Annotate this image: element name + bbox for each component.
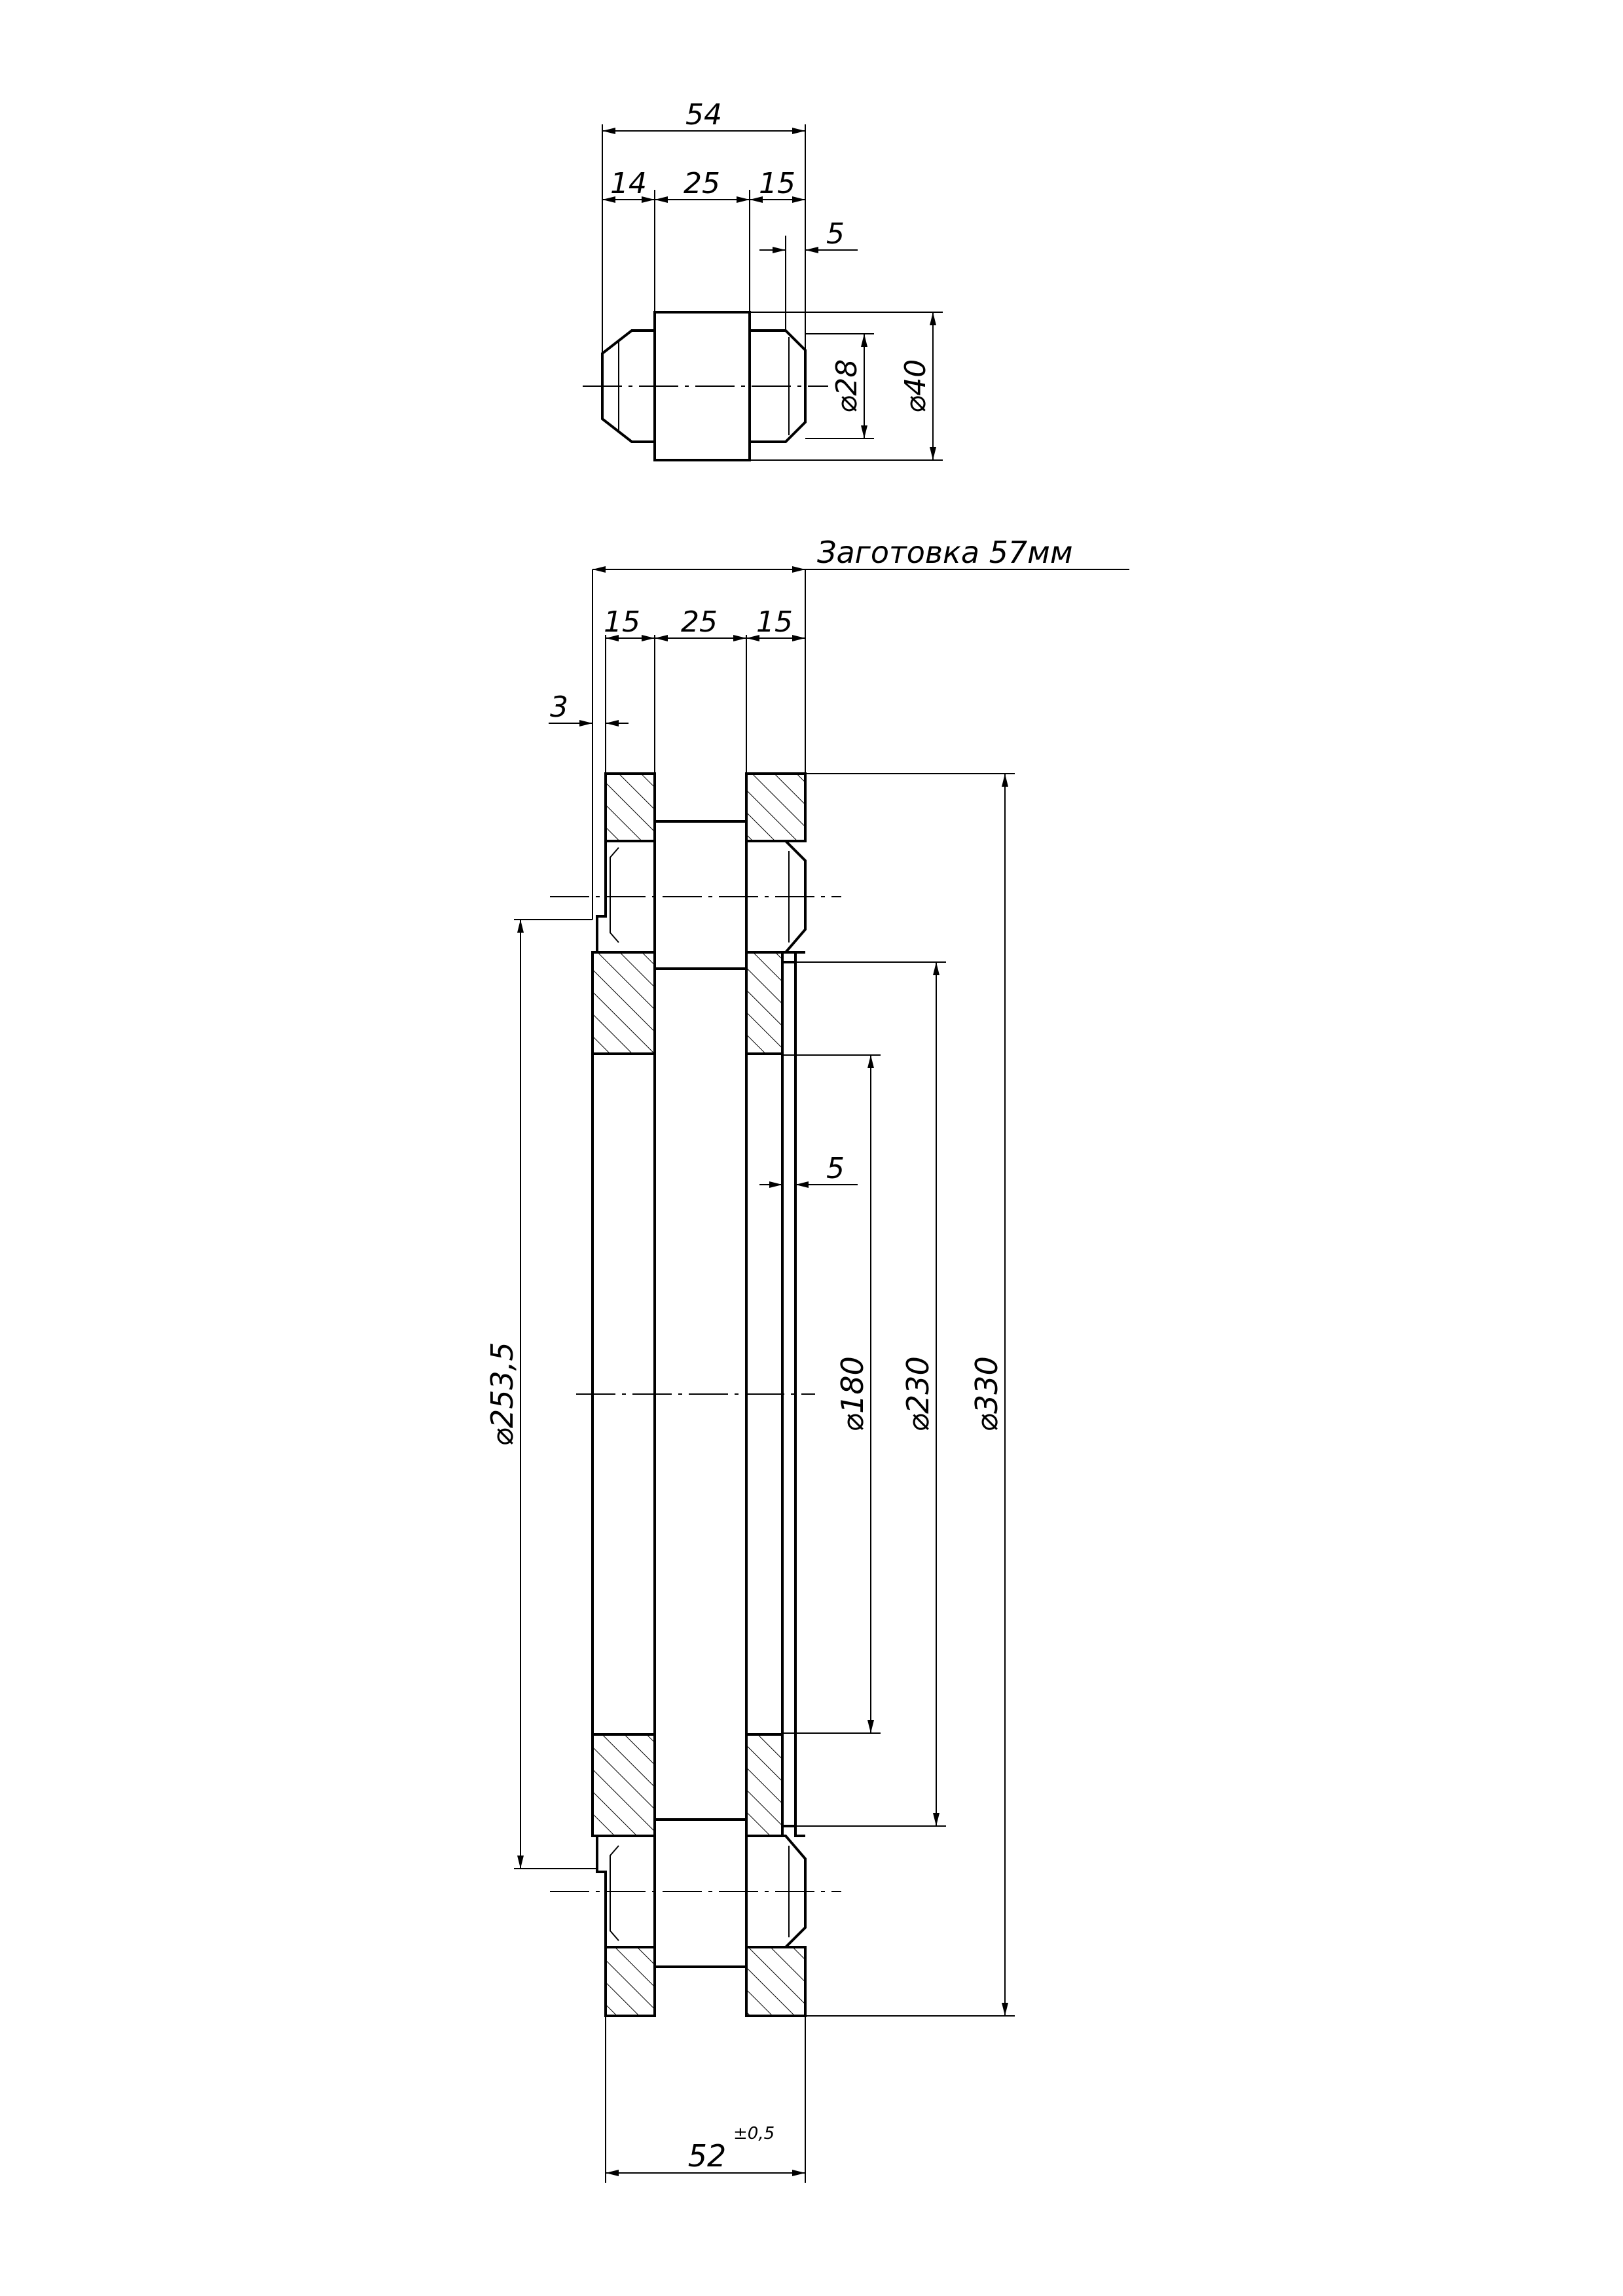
dim-left-14: 14 [610, 167, 647, 200]
dim-width-52: 52 [687, 2138, 727, 2174]
lower-right-disc [746, 1734, 782, 1836]
upper-right-disc [746, 952, 782, 1054]
sec-dim-left-15: 15 [604, 605, 640, 639]
upper-right-flange [746, 774, 805, 841]
dia-40: ⌀40 [899, 359, 932, 414]
upper-roller [655, 821, 746, 969]
lower-roller [655, 1820, 746, 1967]
dia-330: ⌀330 [969, 1356, 1004, 1432]
sec-dim-right-15: 15 [756, 605, 793, 639]
dim-middle-25: 25 [684, 167, 720, 200]
section-view [484, 535, 1129, 2183]
dia-180: ⌀180 [835, 1356, 870, 1432]
dia-28: ⌀28 [830, 359, 864, 414]
sec-dim-step-3: 3 [550, 691, 568, 724]
dim-right-15: 15 [759, 167, 795, 200]
dim-width-tolerance: ±0,5 [733, 2124, 775, 2144]
top-view [583, 98, 943, 460]
sec-dim-middle-25: 25 [681, 605, 718, 639]
lower-right-flange [746, 1947, 805, 2016]
sec-dim-step-5: 5 [826, 1152, 845, 1185]
blank-note: Заготовка 57мм [817, 535, 1073, 570]
dim-step-5: 5 [826, 217, 845, 251]
upper-left-disc [593, 952, 655, 1054]
lower-left-flange [606, 1947, 655, 2016]
dia-253-5: ⌀253,5 [484, 1342, 520, 1446]
dim-total-54: 54 [685, 98, 722, 132]
lower-left-disc [593, 1734, 655, 1836]
dia-230: ⌀230 [900, 1356, 936, 1432]
upper-left-flange [606, 774, 655, 841]
